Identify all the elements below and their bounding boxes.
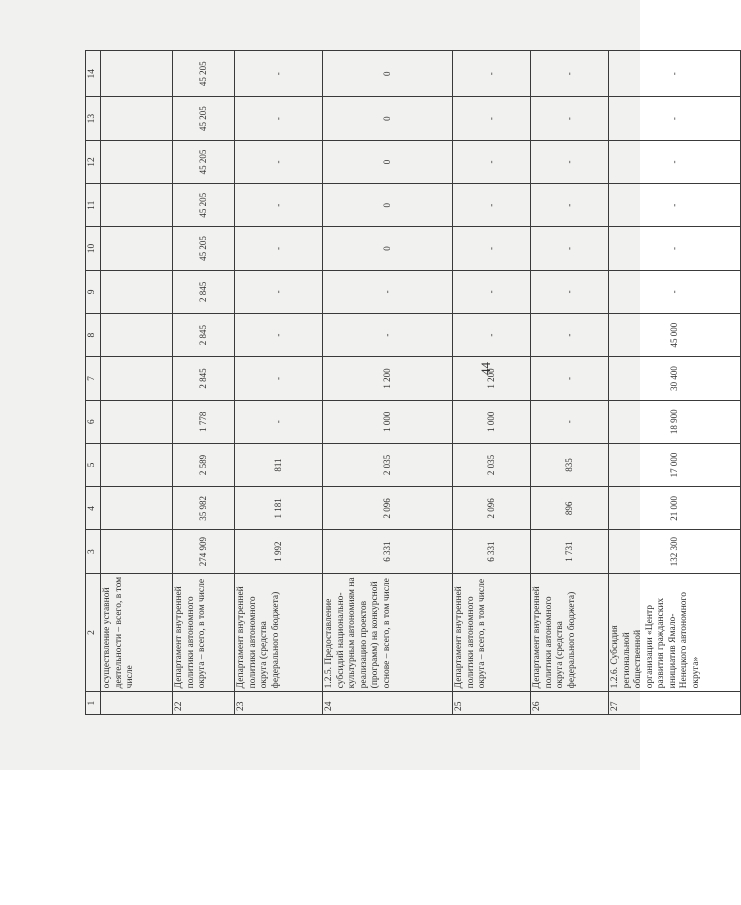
header-cell: 7: [86, 357, 101, 400]
value-cell: -: [453, 313, 531, 356]
value-cell: [101, 227, 173, 270]
table-row: [101, 51, 173, 715]
header-cell: 5: [86, 443, 101, 486]
value-cell: 45 205: [173, 184, 235, 227]
rotated-table-container: [85, 50, 701, 715]
value-cell: -: [609, 184, 741, 227]
value-cell: 30 400: [609, 357, 741, 400]
row-label-cell: Департамент внутренней политики автономного округа (средства федерального бюджета): [235, 573, 323, 692]
header-cell: 10: [86, 227, 101, 270]
value-cell: 835: [531, 443, 609, 486]
table-row: [453, 51, 531, 715]
value-cell: -: [453, 97, 531, 140]
value-cell: 1 731: [531, 530, 609, 573]
header-cell: 2: [86, 573, 101, 692]
value-cell: [101, 313, 173, 356]
value-cell: 132 300: [609, 530, 741, 573]
row-number-cell: 22: [173, 692, 235, 715]
value-cell: [101, 530, 173, 573]
value-cell: -: [531, 400, 609, 443]
value-cell: 811: [235, 443, 323, 486]
row-label-cell: 1.2.5. Предоставление субсидий национально-культурным автономиям на реализацию проектов (программ) на конкурсной основе – всего, в том числе: [323, 573, 453, 692]
value-cell: 274 909: [173, 530, 235, 573]
value-cell: [101, 51, 173, 98]
value-cell: -: [531, 184, 609, 227]
table-row: [531, 51, 609, 715]
page-number: 44: [478, 362, 493, 375]
value-cell: -: [453, 227, 531, 270]
value-cell: 1 778: [173, 400, 235, 443]
value-cell: 21 000: [609, 487, 741, 530]
value-cell: -: [531, 51, 609, 98]
value-cell: 0: [323, 51, 453, 98]
value-cell: -: [609, 270, 741, 313]
table-row: [173, 51, 235, 715]
value-cell: -: [531, 140, 609, 183]
value-cell: 1 200: [453, 357, 531, 400]
row-number-cell: 25: [453, 692, 531, 715]
value-cell: [101, 140, 173, 183]
budget-table: [85, 50, 741, 715]
header-cell: 14: [86, 51, 101, 98]
value-cell: -: [235, 51, 323, 98]
value-cell: 45 000: [609, 313, 741, 356]
value-cell: 45 205: [173, 140, 235, 183]
header-cell: 12: [86, 140, 101, 183]
value-cell: -: [235, 97, 323, 140]
value-cell: 17 000: [609, 443, 741, 486]
value-cell: 1 200: [323, 357, 453, 400]
value-cell: -: [531, 97, 609, 140]
row-number-cell: 23: [235, 692, 323, 715]
row-number-cell: 27: [609, 692, 741, 715]
row-label-cell: Департамент внутренней политики автономного округа (средства федерального бюджета): [531, 573, 609, 692]
value-cell: 6 331: [323, 530, 453, 573]
value-cell: -: [323, 313, 453, 356]
value-cell: 2 035: [323, 443, 453, 486]
value-cell: -: [609, 97, 741, 140]
value-cell: 2 589: [173, 443, 235, 486]
value-cell: -: [609, 227, 741, 270]
value-cell: 2 845: [173, 270, 235, 313]
value-cell: 18 900: [609, 400, 741, 443]
value-cell: -: [235, 357, 323, 400]
value-cell: -: [453, 140, 531, 183]
value-cell: -: [235, 313, 323, 356]
value-cell: -: [453, 51, 531, 98]
value-cell: [101, 487, 173, 530]
value-cell: -: [235, 140, 323, 183]
header-cell: 11: [86, 184, 101, 227]
value-cell: 35 982: [173, 487, 235, 530]
value-cell: [101, 357, 173, 400]
value-cell: -: [453, 270, 531, 313]
row-number-cell: 26: [531, 692, 609, 715]
value-cell: [101, 97, 173, 140]
row-label-cell: 1.2.6. Субсидия региональной общественной организации «Центр развития гражданских инициатив Ямало-Ненецкого автономного округа»: [609, 573, 741, 692]
value-cell: 0: [323, 97, 453, 140]
value-cell: 2 845: [173, 313, 235, 356]
table-row: [609, 51, 741, 715]
value-cell: 45 205: [173, 51, 235, 98]
value-cell: [101, 400, 173, 443]
table-row: [323, 51, 453, 715]
header-cell: 3: [86, 530, 101, 573]
value-cell: 1 181: [235, 487, 323, 530]
value-cell: -: [235, 400, 323, 443]
value-cell: 2 096: [323, 487, 453, 530]
value-cell: 0: [323, 140, 453, 183]
value-cell: 896: [531, 487, 609, 530]
value-cell: 2 035: [453, 443, 531, 486]
value-cell: 45 205: [173, 97, 235, 140]
value-cell: [101, 184, 173, 227]
value-cell: 45 205: [173, 227, 235, 270]
value-cell: 2 096: [453, 487, 531, 530]
header-cell: 13: [86, 97, 101, 140]
value-cell: 0: [323, 227, 453, 270]
value-cell: -: [453, 184, 531, 227]
value-cell: 2 845: [173, 357, 235, 400]
header-cell: 8: [86, 313, 101, 356]
value-cell: -: [531, 227, 609, 270]
value-cell: -: [609, 140, 741, 183]
value-cell: 1 000: [323, 400, 453, 443]
row-label-cell: осуществление уставной деятельности – всего, в том числе: [101, 573, 173, 692]
value-cell: 1 000: [453, 400, 531, 443]
table-row: [235, 51, 323, 715]
row-label-cell: Департамент внутренней политики автономного округа – всего, в том числе: [453, 573, 531, 692]
value-cell: -: [531, 270, 609, 313]
value-cell: -: [235, 227, 323, 270]
value-cell: 1 992: [235, 530, 323, 573]
value-cell: -: [531, 313, 609, 356]
value-cell: [101, 443, 173, 486]
row-number-cell: [101, 692, 173, 715]
header-cell: 6: [86, 400, 101, 443]
header-cell: 1: [86, 692, 101, 715]
value-cell: -: [609, 51, 741, 98]
value-cell: [101, 270, 173, 313]
row-number-cell: 24: [323, 692, 453, 715]
row-label-cell: Департамент внутренней политики автономного округа – всего, в том числе: [173, 573, 235, 692]
table-header-row: [86, 51, 101, 715]
value-cell: 0: [323, 184, 453, 227]
value-cell: -: [531, 357, 609, 400]
header-cell: 4: [86, 487, 101, 530]
header-cell: 9: [86, 270, 101, 313]
value-cell: 6 331: [453, 530, 531, 573]
value-cell: -: [235, 270, 323, 313]
value-cell: -: [323, 270, 453, 313]
value-cell: -: [235, 184, 323, 227]
